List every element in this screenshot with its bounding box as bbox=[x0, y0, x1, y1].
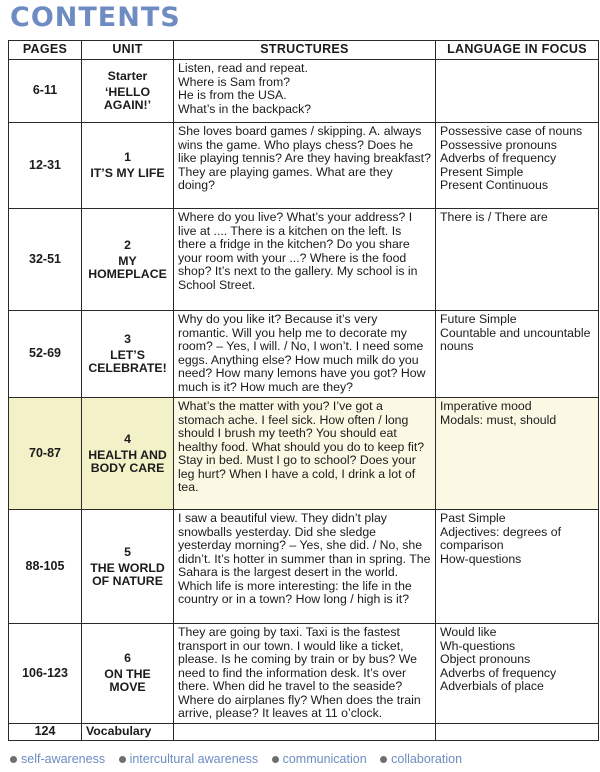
table-row bbox=[9, 123, 599, 209]
language-text: Possessive case of nouns Possessive pronouns Adverbs of frequency Present Simple Present Continuous bbox=[440, 124, 583, 192]
skill-label: intercultural awareness bbox=[129, 752, 259, 766]
language-cell bbox=[436, 123, 599, 209]
unit-cell bbox=[82, 510, 174, 624]
skill-label: communication bbox=[282, 752, 367, 766]
skill-item bbox=[380, 752, 462, 766]
unit-name: ON THE MOVE bbox=[104, 667, 151, 695]
unit-number: 2 bbox=[124, 237, 131, 252]
unit-number: 5 bbox=[124, 544, 131, 559]
pages-cell: 6-11 bbox=[9, 60, 82, 123]
unit-cell bbox=[82, 209, 174, 311]
table-row bbox=[9, 510, 599, 624]
unit-name: LET’S CELEBRATE! bbox=[88, 348, 167, 375]
structures-text: She loves board games / skipping. A. always wins the game. Who plays chess? Does he like playing tennis? Are they having breakfast? They are playing games. What are they doing? bbox=[178, 124, 431, 192]
bullet-icon bbox=[119, 756, 126, 763]
pages-cell: 106-123 bbox=[9, 624, 82, 724]
bullet-icon bbox=[10, 756, 17, 763]
skill-item bbox=[272, 752, 367, 766]
language-cell bbox=[436, 60, 599, 123]
unit-name: THE WORLD OF NATURE bbox=[90, 560, 165, 588]
unit-cell bbox=[82, 624, 174, 724]
header-row bbox=[9, 41, 599, 60]
unit-name: ‘HELLO AGAIN!’ bbox=[103, 85, 152, 112]
unit-name: IT’S MY LIFE bbox=[90, 166, 165, 180]
unit-cell: Vocabulary bbox=[82, 723, 174, 740]
skill-label: self-awareness bbox=[21, 752, 106, 766]
language-text: Would like Wh-questions Object pronouns Adverbs of frequency Adverbials of place bbox=[440, 625, 557, 693]
pages-cell: 12-31 bbox=[9, 123, 82, 209]
table-row bbox=[9, 624, 599, 724]
language-text: There is / There are bbox=[440, 210, 548, 224]
unit-cell bbox=[82, 311, 174, 398]
language-cell bbox=[436, 510, 599, 624]
table-row bbox=[9, 209, 599, 311]
unit-number: 6 bbox=[124, 651, 131, 666]
unit-number: 1 bbox=[124, 150, 131, 164]
language-cell bbox=[436, 624, 599, 724]
structures-text: I saw a beautiful view. They didn’t play snowballs yesterday. Did she sledge yesterday morning? – Yes, she did. / No, she didn’t. It’s hotter in summer than in spring. The Sahara is the largest desert in the world. Which life is more interesting: the life in the country or in a town? How long / high is it? bbox=[178, 511, 431, 606]
header-pages: PAGES bbox=[9, 41, 82, 60]
bullet-icon bbox=[272, 756, 279, 763]
structures-text: Why do you like it? Because it’s very romantic. Will you help me to decorate my room? – Yes, I will. / No, I won’t. I need some eggs. Anything else? How much milk do you need? How many lemons have you got? How much is it? How much are they? bbox=[178, 312, 426, 394]
header-structures: STRUCTURES bbox=[174, 41, 436, 60]
structures-cell bbox=[174, 510, 436, 624]
structures-text: Where do you live? What’s your address? I live at .... There is a kitchen on the left. Is there a fridge in the kitchen? Do you share your room with your ...? Where is the food shop? It’s next to the gallery. My school is in School Street. bbox=[178, 210, 418, 292]
structures-cell bbox=[174, 60, 436, 123]
unit-name: HEALTH AND BODY CARE bbox=[88, 447, 167, 475]
structures-cell bbox=[174, 311, 436, 398]
structures-text: Listen, read and repeat. Where is Sam from? He is from the USA. What’s in the backpack? bbox=[178, 61, 312, 116]
pages-cell: 32-51 bbox=[9, 209, 82, 311]
unit-number: 4 bbox=[124, 431, 131, 446]
header-language: LANGUAGE IN FOCUS bbox=[436, 41, 599, 60]
language-text: Future Simple Countable and uncountable nouns bbox=[440, 312, 591, 353]
unit-number: Starter bbox=[107, 69, 148, 83]
table-row bbox=[9, 311, 599, 398]
empty-cell bbox=[436, 723, 599, 740]
pages-cell: 52-69 bbox=[9, 311, 82, 398]
language-text: Past Simple Adjectives: degrees of comparison How-questions bbox=[440, 511, 561, 566]
skill-label: collaboration bbox=[391, 752, 463, 766]
skill-item bbox=[10, 752, 105, 766]
empty-cell bbox=[174, 723, 436, 740]
unit-name: MY HOMEPLACE bbox=[88, 253, 167, 281]
header-unit: UNIT bbox=[82, 41, 174, 60]
pages-cell: 124 bbox=[9, 723, 82, 740]
pages-cell: 88-105 bbox=[9, 510, 82, 624]
page-title: CONTENTS bbox=[10, 2, 181, 33]
skills-footer bbox=[10, 752, 595, 766]
unit-cell bbox=[82, 398, 174, 510]
contents-table bbox=[8, 40, 599, 741]
skill-item bbox=[119, 752, 259, 766]
unit-cell bbox=[82, 60, 174, 123]
table-row bbox=[9, 398, 599, 510]
language-cell bbox=[436, 311, 599, 398]
pages-cell: 70-87 bbox=[9, 398, 82, 510]
language-text: Imperative mood Modals: must, should bbox=[440, 399, 557, 427]
unit-cell bbox=[82, 123, 174, 209]
unit-number: 3 bbox=[124, 332, 131, 346]
language-cell bbox=[436, 398, 599, 510]
structures-cell bbox=[174, 398, 436, 510]
structures-cell bbox=[174, 624, 436, 724]
bullet-icon bbox=[380, 756, 387, 763]
table-row bbox=[9, 60, 599, 123]
structures-text: They are going by taxi. Taxi is the fastest transport in our town. I would like a ticket, please. Is he coming by train or by bus? We need to find the information desk. It’s over there. When did he travel to the seaside? Where do airplanes fly? When does the train arrive, please? It leaves at 11 o’clock. bbox=[178, 625, 421, 720]
language-cell bbox=[436, 209, 599, 311]
structures-cell bbox=[174, 123, 436, 209]
vocabulary-row bbox=[9, 723, 599, 740]
structures-text: What’s the matter with you? I’ve got a stomach ache. I feel sick. How often / long should I brush my teeth? You should eat healthy food. What should you do to keep fit? Stay in bed. Must I go to school? Does your leg hurt? When I have a cold, I drink a lot of tea. bbox=[178, 399, 425, 494]
structures-cell bbox=[174, 209, 436, 311]
